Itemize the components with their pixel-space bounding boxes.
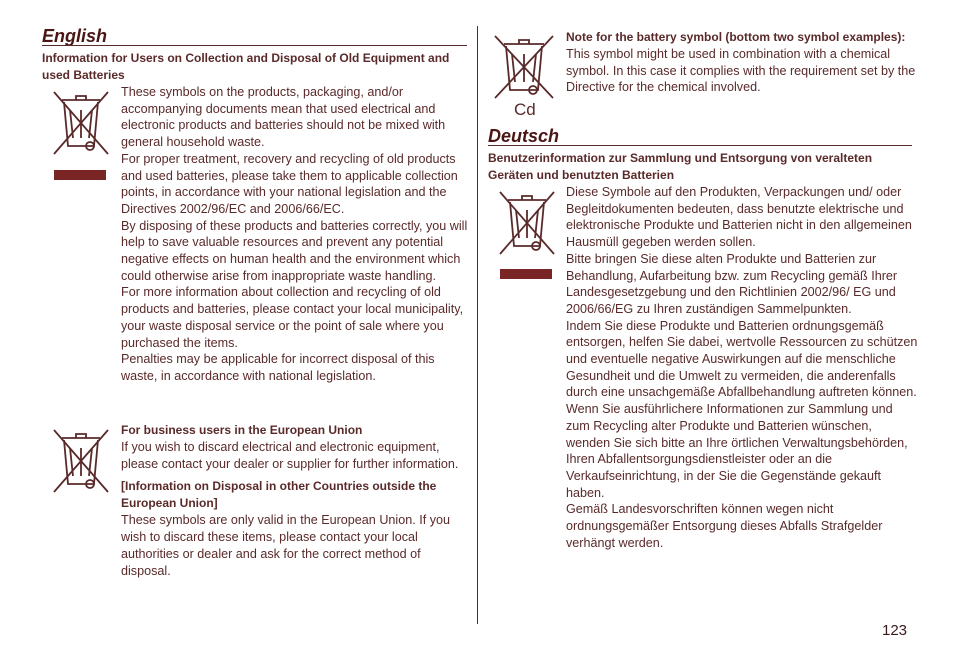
english-paragraphs (121, 84, 469, 385)
crossed-out-bin-icon (496, 188, 558, 263)
english-paragraph: Penalties may be applicable for incorrect disposal of this waste, in accordance with national legislation. (121, 352, 435, 383)
english-heading: English (42, 26, 108, 46)
deutsch-heading: Deutsch (488, 126, 560, 146)
business-text: If you wish to discard electrical and electronic equipment, please contact your dealer or supplier for further information. (121, 440, 459, 471)
english-heading-rule (42, 45, 467, 46)
battery-note-title: Note for the battery symbol (bottom two symbol examples): (566, 30, 906, 44)
outside-eu-text: These symbols are only valid in the European Union. If you wish to discard these items, please contact your local authorities or dealer and ask for the correct method of disposal. (121, 513, 451, 578)
deutsch-paragraph: Gemäß Landesvorschriften können wegen nicht ordnungsgemäßer Entsorgung dieses Abfalls Strafgelder verhängt werden. (566, 502, 883, 550)
deutsch-paragraphs (566, 184, 918, 551)
deutsch-paragraph: Bitte bringen Sie diese alten Produkte und Batterien zur Behandlung, Aufarbeitung bzw. zum Recycling gemäß Ihrer Landesgesetzgebung und den Richtlinien 2002/96/ EG und 2006/66/EG zu Ihren zuständigen Sammelpunkten. (566, 251, 898, 316)
english-paragraph: By disposing of these products and batteries correctly, you will help to save valuable resources and prevent any potential negative effects on human health and the environment which could otherwise arise from inappropriate waste handling. (121, 218, 468, 283)
chemical-symbol-label: Cd (514, 100, 536, 119)
english-paragraph: These symbols on the products, packaging, and/or accompanying documents mean that used electrical and electronic products and batteries should not be mixed with general household waste. (121, 85, 446, 150)
english-info-title: Information for Users on Collection and Disposal of Old Equipment and used Batteries (42, 51, 450, 82)
business-title: For business users in the European Union (121, 423, 363, 437)
battery-note (566, 29, 916, 96)
deutsch-paragraph: Indem Sie diese Produkte und Batterien ordnungsgemäß entsorgen, helfen Sie dabei, wertvolle Ressourcen zu schützen und eventuelle negative Auswirkungen auf die menschliche Gesundheit und die Umwelt zu vermeiden, die anderenfalls durch eine unsachgemäße Abfallbehandlung auftreten können. (566, 318, 918, 400)
battery-note-text: This symbol might be used in combination with a chemical symbol. In this case it complies with the requirement set by the Directive for the chemical involved. (566, 47, 916, 95)
outside-eu-title: [Information on Disposal in other Countries outside the European Union] (121, 479, 437, 511)
deutsch-paragraph: Diese Symbole auf den Produkten, Verpackungen und/ oder Begleitdokumenten bedeuten, dass benutzte elektrische und elektronische Produkte und Batterien nicht in den allgemeinen Hausmüll gegeben werden sollen. (566, 185, 912, 250)
crossed-out-bin-icon (50, 88, 112, 163)
black-bar-marker (500, 269, 552, 279)
english-paragraph: For proper treatment, recovery and recycling of old products and used batteries, please take them to applicable collection points, in accordance with your national legislation and the Directives 2002/96/EC and 2006/66/EC. (121, 151, 458, 216)
black-bar-marker (54, 170, 106, 180)
deutsch-paragraph: Wenn Sie ausführlichere Informationen zur Sammlung und zum Recycling alter Produkte und Batterien wünschen, wenden Sie sich bitte an Ihre örtlichen Verwaltungsbehörden, Ihren Abfallentsorgungsdienstleister oder an die Verkaufseinrichtung, in der Sie die Gegenstände gekauft haben. (566, 402, 908, 500)
deutsch-heading-rule (488, 145, 912, 146)
crossed-out-bin-icon (50, 426, 112, 501)
deutsch-info-title: Benutzerinformation zur Sammlung und Entsorgung von veralteten Geräten und benutzten Batterien (488, 151, 873, 182)
business-section (121, 422, 469, 579)
page-number: 123 (882, 622, 908, 639)
english-paragraph: For more information about collection and recycling of old products and batteries, please contact your local municipality, your waste disposal service or the point of sale where you purchased the items. (121, 285, 464, 350)
column-divider (477, 26, 478, 624)
